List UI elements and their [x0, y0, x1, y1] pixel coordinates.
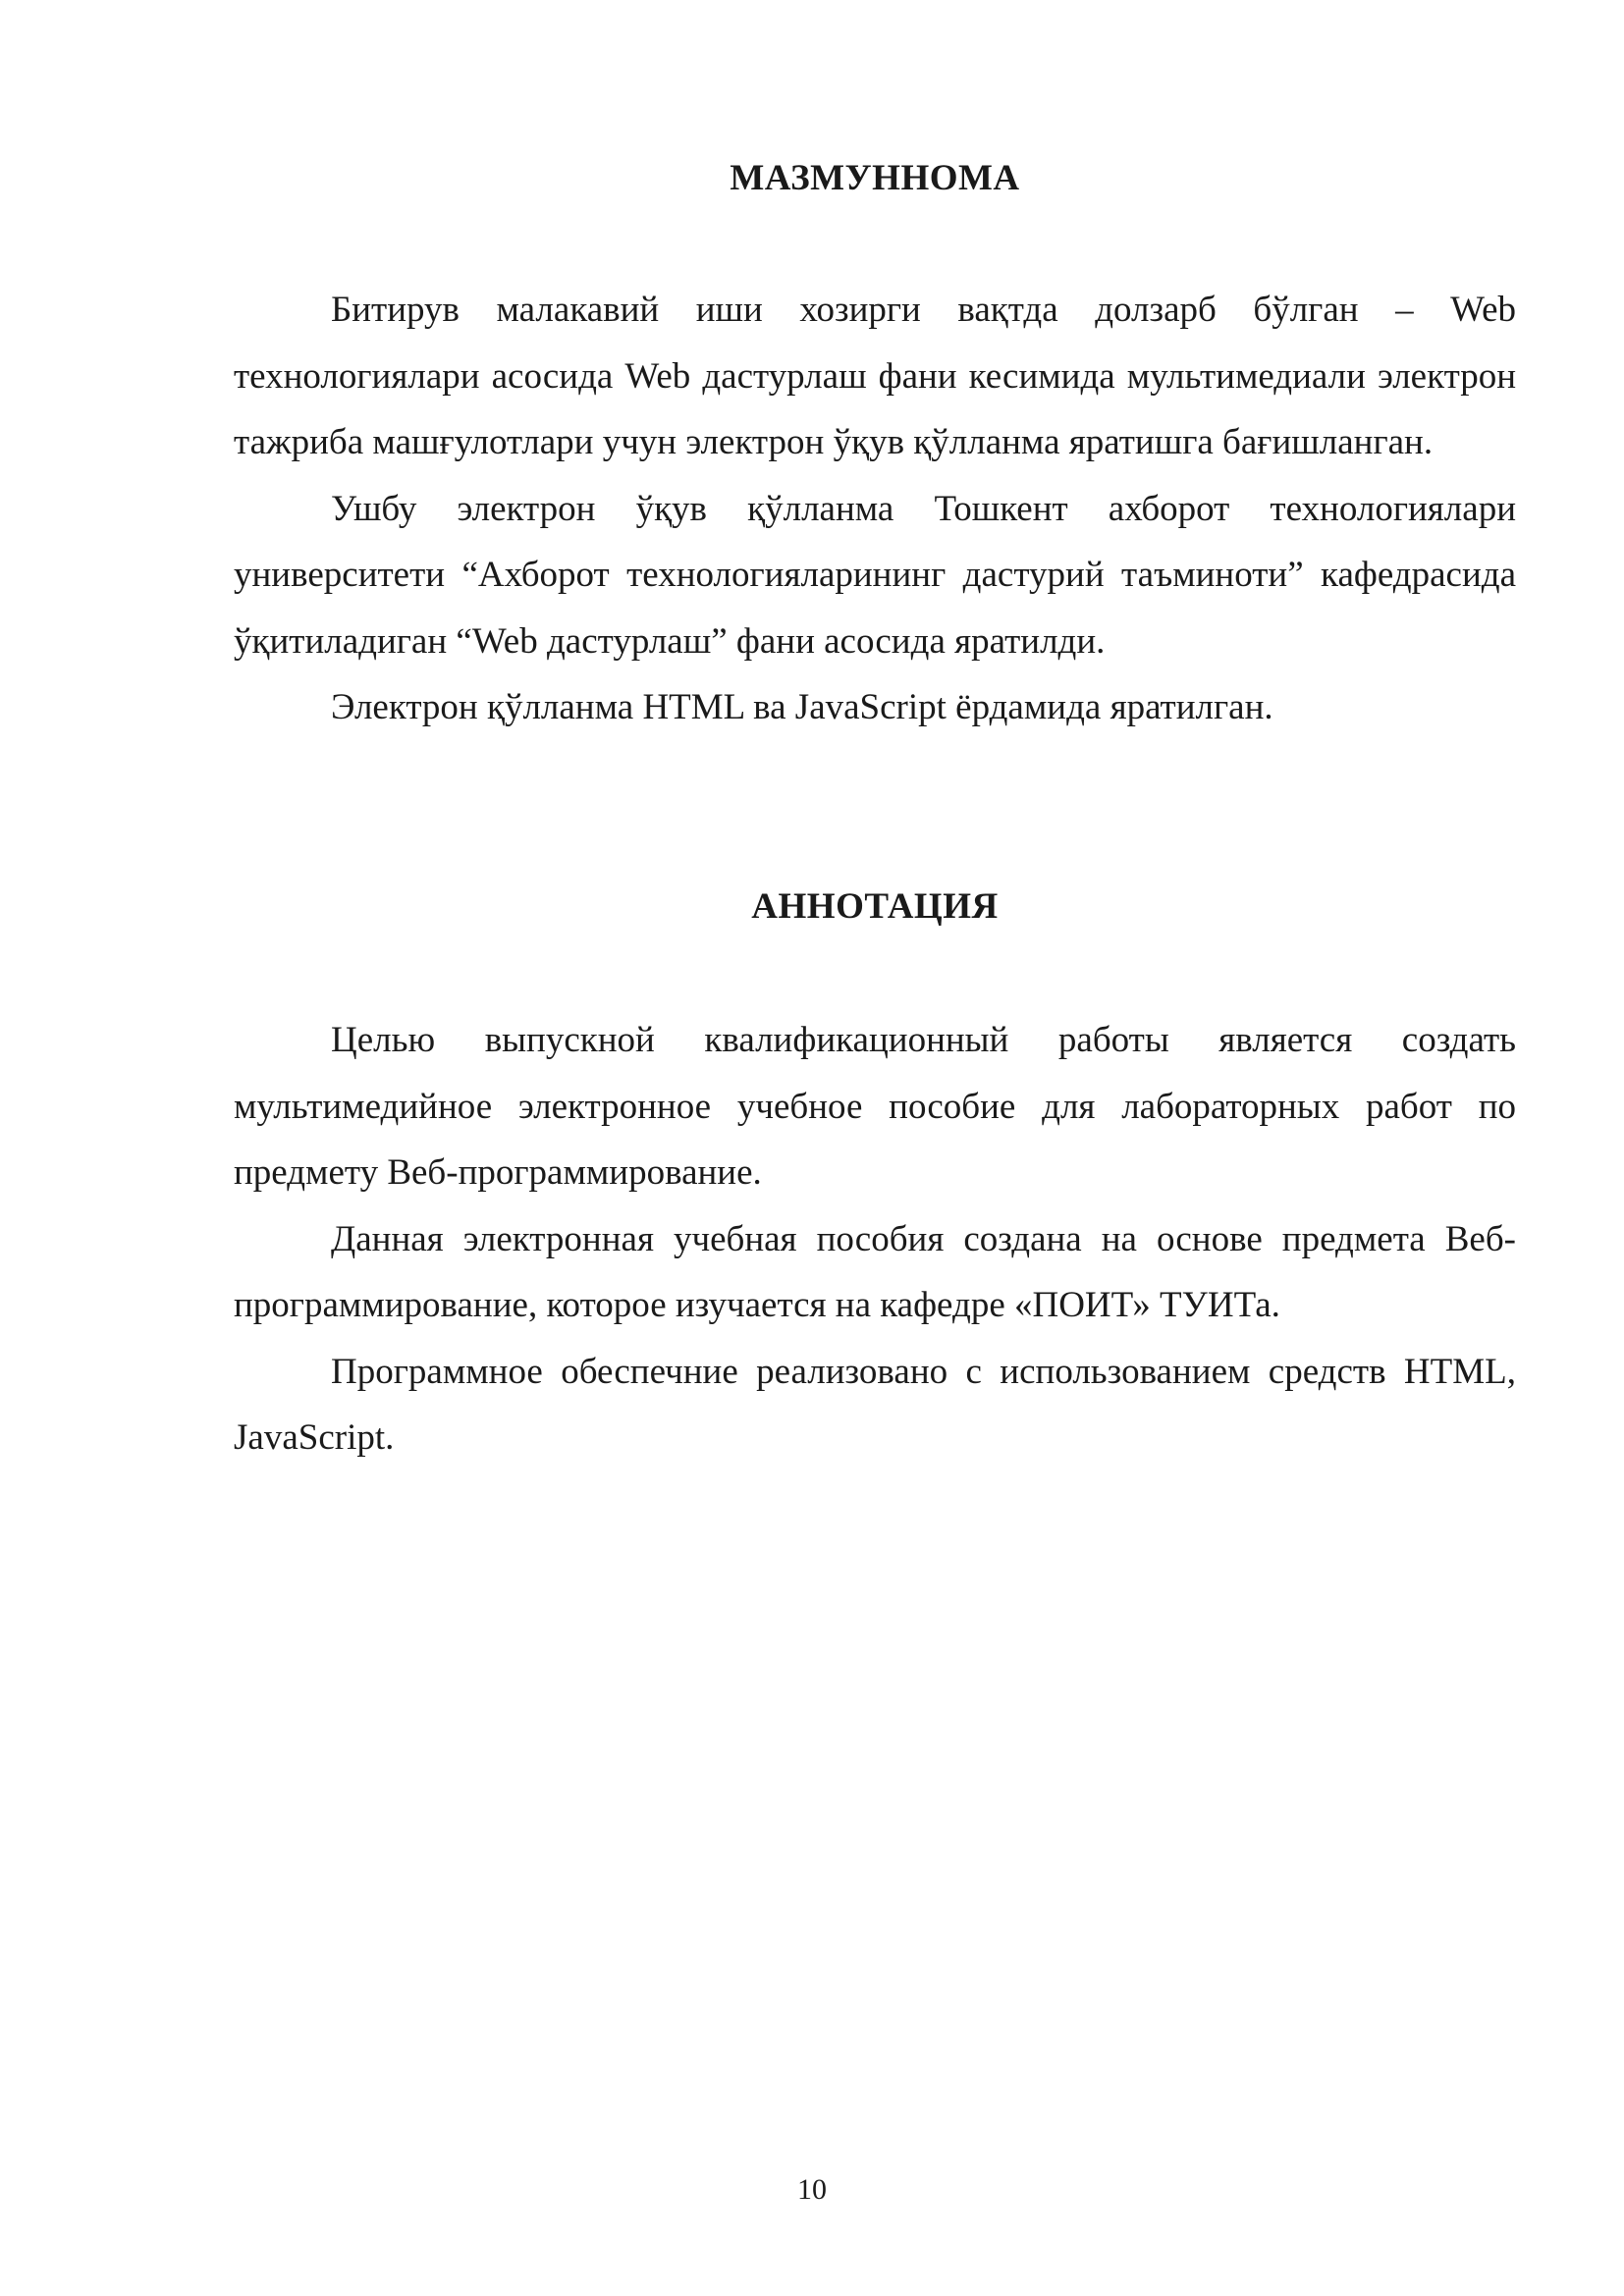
- paragraph: Электрон қўлланма HTML ва JavaScript ёрдамида яратилган.: [331, 687, 1273, 727]
- paragraph: Программное обеспечние реализовано с использованием средств HTML, JavaScript.: [234, 1351, 1516, 1458]
- paragraph: Битирув малакавий иши хозирги вақтда долзарб бўлган – Web технологиялари асосида Web дастурлаш фани кесимида мультимедиали электрон тажриба машғулотлари учун электрон ўқув қўлланма яратишга бағишланган.: [234, 290, 1516, 462]
- section-title-mazmunnoma: МАЗМУННОМА: [730, 158, 1020, 198]
- page-number: 10: [797, 2173, 827, 2206]
- paragraph: Целью выпускной квалификационный работы является создать мультимедийное электронное учебное пособие для лабораторных работ по предмету Веб-программирование.: [234, 1020, 1516, 1193]
- section-body-annotation: [234, 1007, 1516, 1471]
- paragraph: Данная электронная учебная пособия создана на основе предмета Веб-программирование, которое изучается на кафедре «ПОИТ» ТУИТа.: [234, 1218, 1516, 1325]
- section-title-annotation: АННОТАЦИЯ: [751, 886, 999, 927]
- paragraph: Ушбу электрон ўқув қўлланма Тошкент ахборот технологиялари университети “Ахборот технологияларининг дастурий таъминоти” кафедрасида ўқитиладиган “Web дастурлаш” фани асосида яратилди.: [234, 488, 1516, 662]
- section-body-mazmunnoma: [234, 277, 1516, 741]
